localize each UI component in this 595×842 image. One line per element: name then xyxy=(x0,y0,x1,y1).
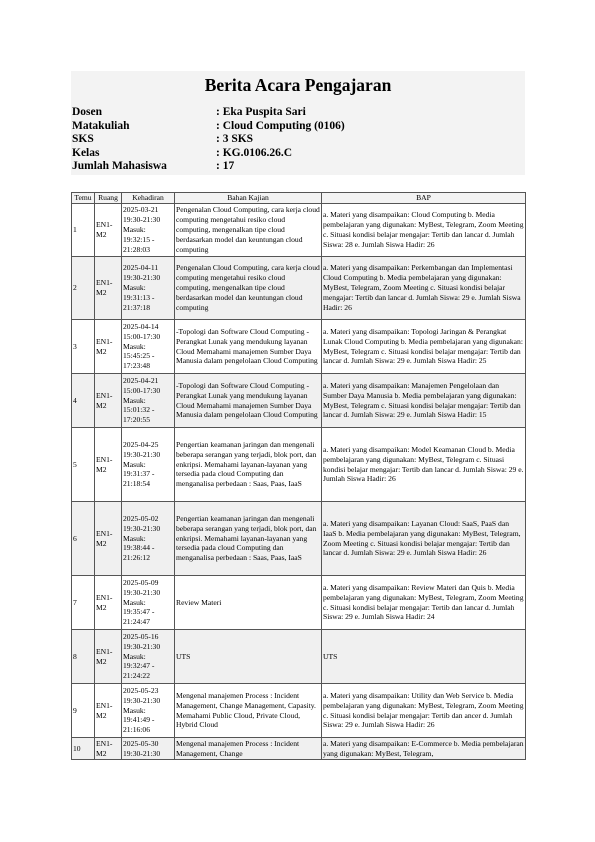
cell-bahan-kajian: Pengertian keamanan jaringan dan mengenali beberapa serangan yang terjadi, blok port, dan enkripsi. Memahami layanan-layanan yang tersedia pada cloud Computing dan menganalisa perbedaan : Saas, Paas, IaaS xyxy=(175,428,322,502)
table-row xyxy=(72,630,526,684)
info-label: Dosen xyxy=(72,106,103,118)
info-label: Jumlah Mahasiswa xyxy=(72,160,167,172)
info-value: : 3 SKS xyxy=(216,133,254,145)
table-row xyxy=(72,738,526,760)
info-row-matakuliah xyxy=(71,120,525,134)
cell-kehadiran: 2025-04-14 15:00-17:30 Masuk: 15:45:25 - 17:23:48 xyxy=(122,320,175,374)
cell-bahan-kajian: Mengenal manajemen Process : Incident Management, Change xyxy=(175,738,322,760)
info-row-sks xyxy=(71,133,525,147)
table-header-row xyxy=(72,193,526,204)
cell-bahan-kajian: Mengenal manajemen Process : Incident Management, Change Management, Capasity. Memahami Public Cloud, Private Cloud, Hybrid Cloud xyxy=(175,684,322,738)
cell-ruang: EN1-M2 xyxy=(95,374,122,428)
cell-bahan-kajian: Pengenalan Cloud Computing, cara kerja cloud computing mengetahui resiko cloud computing, mengenalkan tipe cloud berdasarkan model dan keuntungan cloud computing xyxy=(175,257,322,320)
table-row xyxy=(72,374,526,428)
info-row-jumlah-mahasiswa xyxy=(71,160,525,174)
info-value: : KG.0106.26.C xyxy=(216,146,293,159)
cell-bap: UTS xyxy=(322,630,526,684)
cell-temu: 3 xyxy=(72,320,95,374)
cell-bahan-kajian: UTS xyxy=(175,630,322,684)
cell-temu: 9 xyxy=(72,684,95,738)
cell-kehadiran: 2025-04-21 15:00-17:30 Masuk: 15:01:32 - 17:20:55 xyxy=(122,374,175,428)
header-bahan-kajian: Bahan Kajian xyxy=(175,193,322,204)
info-row-dosen xyxy=(71,106,525,120)
info-value: : Cloud Computing (0106) xyxy=(216,119,345,132)
header-ruang: Ruang xyxy=(95,193,122,204)
info-row-kelas xyxy=(71,147,525,161)
cell-kehadiran: 2025-04-25 19:30-21:30 Masuk: 19:31:37 - 21:18:54 xyxy=(122,428,175,502)
cell-bap: a. Materi yang disampaikan: Model Keamanan Cloud b. Media pembelajaran yang digunakan: MyBest, Telegram c. Situasi kondisi belajar mengajar: Tertib dan lancar d. Jumlah Siswa: 29 e. Jumlah Siswa Hadir: 26 xyxy=(322,428,526,502)
info-label: SKS xyxy=(72,133,94,145)
cell-bap: a. Materi yang disampaikan: Utility dan Web Service b. Media pembelajaran yang digunakan: MyBest, Telegram, Zoom Meeting c. Situasi kondisi belajar mengajar: Tertib dan ancer d. Jumlah Siswa: 29 e. Jumlah Siswa Hadir: 26 xyxy=(322,684,526,738)
document-title: Berita Acara Pengajaran xyxy=(204,75,392,95)
cell-ruang: EN1-M2 xyxy=(95,320,122,374)
cell-bahan-kajian: Pengenalan Cloud Computing, cara kerja cloud computing mengetahui resiko cloud computing, mengenalkan tipe cloud berdasarkan model dan keuntungan cloud computing xyxy=(175,204,322,257)
cell-temu: 10 xyxy=(72,738,95,760)
cell-bahan-kajian: -Topologi dan Software Cloud Computing -Perangkat Lunak yang mendukung layanan Cloud Memahami manajemen Sumber Daya Manusia dalam pengelolaan Cloud Computing xyxy=(175,320,322,374)
cell-bap: a. Materi yang disampaikan: Cloud Computing b. Media pembelajaran yang digunakan: MyBest, Telegram, Zoom Meeting c. Situasi kondisi belajar mengajar: Tertib dan lancar d. Jumlah Siswa: 28 e. Jumlah Siswa Hadir: 26 xyxy=(322,204,526,257)
cell-temu: 5 xyxy=(72,428,95,502)
cell-bap: a. Materi yang disampaikan: E-Commerce b. Media pembelajaran yang digunakan: MyBest, Telegram, xyxy=(323,738,524,758)
table-row xyxy=(72,502,526,576)
cell-temu: 6 xyxy=(72,502,95,576)
document-header xyxy=(71,71,525,175)
cell-bahan-kajian: Pengertian keamanan jaringan dan mengenali beberapa serangan yang terjadi, blok port, dan enkripsi. Memahami layanan-layanan yang tersedia pada cloud Computing dan menganalisa perbedaan : Saas, Paas, IaaS xyxy=(175,502,322,576)
cell-temu: 7 xyxy=(72,576,95,630)
cell-ruang: EN1-M2 xyxy=(95,257,122,320)
cell-temu: 4 xyxy=(72,374,95,428)
cell-ruang: EN1-M2 xyxy=(95,684,122,738)
cell-temu: 1 xyxy=(72,204,95,257)
table-row xyxy=(72,204,526,257)
cell-bap: a. Materi yang disampaikan: Topologi Jaringan & Perangkat Lunak Cloud Computing b. Media pembelajaran yang digunakan: MyBest, Telegram c. Situasi kondisi belajar mengajar: Tertib dan lancar d. Jumlah Siswa: 29 e. Jumlah Siswa Hadir: 25 xyxy=(322,320,526,374)
info-label: Kelas xyxy=(72,146,100,159)
cell-kehadiran: 2025-04-11 19:30-21:30 Masuk: 19:31:13 - 21:37:18 xyxy=(122,257,175,320)
info-value: : 17 xyxy=(216,160,235,172)
cell-kehadiran: 2025-05-02 19:30-21:30 Masuk: 19:38:44 - 21:26:12 xyxy=(122,502,175,576)
document-page xyxy=(71,71,525,760)
cell-bap: a. Materi yang disampaikan: Review Materi dan Quis b. Media pembelajaran yang digunakan: MyBest, Telegram, Zoom Meeting c. Situasi kondisi belajar mengajar: Tertib dan lancar d. Jumlah Siswa: 29 e. Jumlah Siswa Hadir: 24 xyxy=(322,576,526,630)
cell-bahan-kajian: Review Materi xyxy=(175,576,322,630)
cell-temu: 2 xyxy=(72,257,95,320)
table-row xyxy=(72,320,526,374)
cell-ruang: EN1-M2 xyxy=(95,502,122,576)
cell-kehadiran: 2025-05-09 19:30-21:30 Masuk: 19:35:47 - 21:24:47 xyxy=(122,576,175,630)
cell-bap: a. Materi yang disampaikan: Perkembangan dan Implementasi Cloud Computing b. Media pembelajaran yang digunakan: MyBest, Telegram, Zoom Meeting c. Situasi kondisi belajar mengajar: Tertib dan lancar d. Jumlah Siswa: 29 e. Jumlah Siswa Hadir: 26 xyxy=(322,257,526,320)
header-bap: BAP xyxy=(322,193,526,204)
bap-table xyxy=(71,192,526,760)
cell-ruang: EN1-M2 xyxy=(95,630,122,684)
cell-kehadiran: 2025-05-16 19:30-21:30 Masuk: 19:32:47 - 21:24:22 xyxy=(122,630,175,684)
table-row xyxy=(72,428,526,502)
header-kehadiran: Kehadiran xyxy=(122,193,175,204)
table-row xyxy=(72,684,526,738)
cell-kehadiran: 2025-05-30 19:30-21:30 xyxy=(122,738,175,760)
cell-kehadiran: 2025-03-21 19:30-21:30 Masuk: 19:32:15 - 21:28:03 xyxy=(122,204,175,257)
table-row xyxy=(72,576,526,630)
header-temu: Temu xyxy=(72,193,95,204)
cell-ruang: EN1-M2 xyxy=(95,738,122,760)
info-value: : Eka Puspita Sari xyxy=(216,106,306,118)
cell-bap: a. Materi yang disampaikan: Manajemen Pengelolaan dan Sumber Daya Manusia b. Media pembelajaran yang digunakan: MyBest, Telegram c. Situasi kondisi belajar mengajar: Tertib dan lancar d. Jumlah Siswa: 29 e. Jumlah Siswa Hadir: 15 xyxy=(322,374,526,428)
cell-bahan-kajian: -Topologi dan Software Cloud Computing -Perangkat Lunak yang mendukung layanan Cloud Memahami manajemen Sumber Daya Manusia dalam pengelolaan Cloud Computing xyxy=(175,374,322,428)
cell-temu: 8 xyxy=(72,630,95,684)
cell-ruang: EN1-M2 xyxy=(95,576,122,630)
cell-kehadiran: 2025-05-23 19:30-21:30 Masuk: 19:41:49 - 21:16:06 xyxy=(122,684,175,738)
cell-ruang: EN1-M2 xyxy=(95,428,122,502)
info-label: Matakuliah xyxy=(72,119,130,132)
cell-bap: a. Materi yang disampaikan: Layanan Cloud: SaaS, PaaS dan IaaS b. Media pembelajaran yang digunakan: MyBest, Telegram, Zoom Meeting c. Situasi kondisi belajar mengajar: Tertib dan lancar d. Jumlah Siswa: 29 e. Jumlah Siswa Hadir: 26 xyxy=(322,502,526,576)
table-row xyxy=(72,257,526,320)
cell-ruang: EN1-M2 xyxy=(95,204,122,257)
